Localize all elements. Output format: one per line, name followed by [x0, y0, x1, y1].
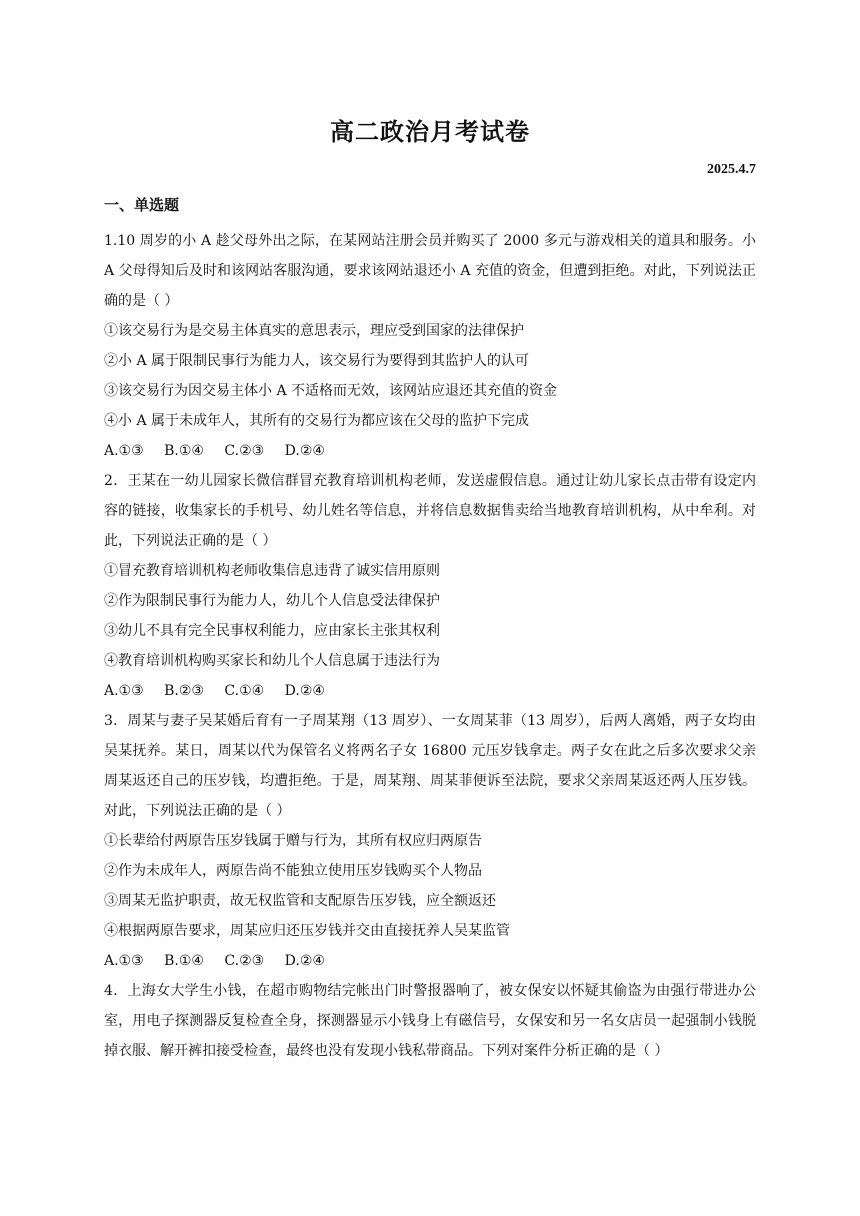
- statement-1: ①该交易行为是交易主体真实的意思表示，理应受到国家的法律保护: [104, 323, 524, 339]
- answer-options: [104, 436, 756, 466]
- statement-3: ③幼儿不具有完全民事权利能力，应由家长主张其权利: [104, 623, 440, 639]
- option-d: D.②④: [284, 953, 325, 969]
- statement-4: ④教育培训机构购买家长和幼儿个人信息属于违法行为: [104, 653, 440, 669]
- option-a: A.①③: [104, 443, 144, 459]
- question-stem: 2．王某在一幼儿园家长微信群冒充教育培训机构老师，发送虚假信息。通过让幼儿家长点击带有设定内容的链接，收集家长的手机号、幼儿姓名等信息，并将信息数据售卖给当地教育培训机构，从中牟利。对此，下列说法正确的是（ ）: [104, 473, 756, 549]
- option-c: C.①④: [224, 683, 265, 699]
- question-2: [104, 466, 756, 706]
- question-4: [104, 976, 756, 1066]
- statement-3: ③周某无监护职责，故无权监管和支配原告压岁钱，应全额返还: [104, 893, 496, 909]
- option-d: D.②④: [284, 443, 325, 459]
- question-stem: 3．周某与妻子吴某婚后育有一子周某翔（13 周岁）、一女周某菲（13 周岁），后两人离婚，两子女均由吴某抚养。某日，周某以代为保管名义将两名子女 16800 元压岁钱拿走。两子女在此之后多次要求父亲周某返还自己的压岁钱，均遭拒绝。于是，周某翔、周某菲便诉至法院，要求父亲周某返还两人压岁钱。对此，下列说法正确的是（ ）: [104, 713, 756, 819]
- statement-1: ①长辈给付两原告压岁钱属于赠与行为，其所有权应归两原告: [104, 833, 482, 849]
- option-a: A.①③: [104, 953, 144, 969]
- statement-2: ②作为未成年人，两原告尚不能独立使用压岁钱购买个人物品: [104, 863, 482, 879]
- exam-date: 2025.4.7: [707, 162, 756, 177]
- option-b: B.②③: [164, 683, 204, 699]
- question-stem: 1.10 周岁的小 A 趁父母外出之际，在某网站注册会员并购买了 2000 多元与游戏相关的道具和服务。小 A 父母得知后及时和该网站客服沟通，要求该网站退还小 A 充值的资金，但遭到拒绝。对此，下列说法正确的是（ ）: [104, 233, 756, 309]
- exam-title: 高二政治月考试卷: [330, 118, 530, 146]
- statement-4: ④根据两原告要求，周某应归还压岁钱并交由直接抚养人吴某监管: [104, 923, 510, 939]
- question-list: [104, 226, 756, 1066]
- question-1: [104, 226, 756, 466]
- option-b: B.①④: [164, 953, 204, 969]
- option-c: C.②③: [224, 443, 265, 459]
- option-c: C.②③: [224, 953, 265, 969]
- statement-2: ②小 A 属于限制民事行为能力人，该交易行为要得到其监护人的认可: [104, 353, 530, 369]
- answer-options: [104, 676, 756, 706]
- option-d: D.②④: [284, 683, 325, 699]
- statement-4: ④小 A 属于未成年人，其所有的交易行为都应该在父母的监护下完成: [104, 413, 530, 429]
- section-heading: 一、单选题: [104, 196, 180, 214]
- option-a: A.①③: [104, 683, 144, 699]
- question-stem: 4．上海女大学生小钱，在超市购物结完帐出门时警报器响了，被女保安以怀疑其偷盗为由强行带进办公室，用电子探测器反复检查全身，探测器显示小钱身上有磁信号，女保安和另一名女店员一起强制小钱脱掉衣服、解开裤扣接受检查，最终也没有发现小钱私带商品。下列对案件分析正确的是（ ）: [104, 983, 756, 1059]
- answer-options: [104, 946, 756, 976]
- question-3: [104, 706, 756, 976]
- statement-2: ②作为限制民事行为能力人，幼儿个人信息受法律保护: [104, 593, 440, 609]
- option-b: B.①④: [164, 443, 204, 459]
- statement-1: ①冒充教育培训机构老师收集信息违背了诚实信用原则: [104, 563, 440, 579]
- statement-3: ③该交易行为因交易主体小 A 不适格而无效，该网站应退还其充值的资金: [104, 383, 558, 399]
